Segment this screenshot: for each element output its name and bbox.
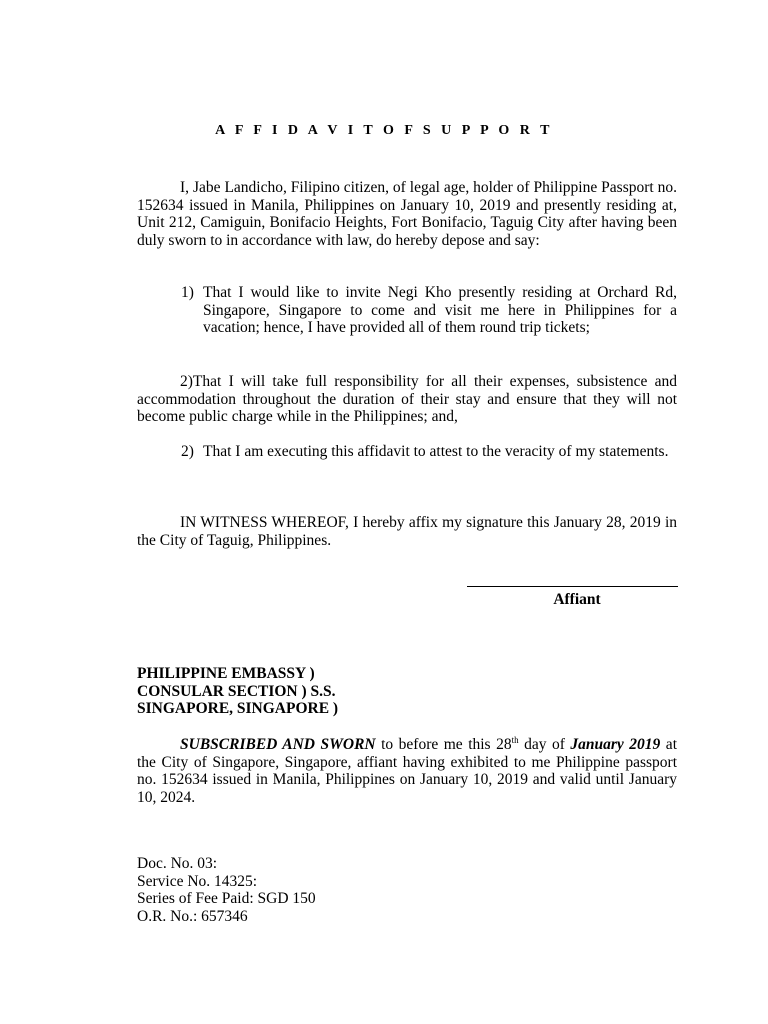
signature-line xyxy=(467,586,678,587)
jurat-text: at the City of Singapore, Singapore, affiant having exhibited to me Philippine passport no. 152634 issued in Manila, Philippines on January 10, 2019 and valid until January 10, 2024. xyxy=(137,736,677,806)
service-number: Service No. 14325: xyxy=(137,872,258,890)
doc-number: Doc. No. 03: xyxy=(137,855,218,872)
venue-line: SINGAPORE, SINGAPORE ) xyxy=(137,700,339,717)
jurat-text: to before me this 28 xyxy=(375,736,512,753)
venue-line: PHILIPPINE EMBASSY ) xyxy=(137,665,315,682)
jurat-date: January 2019 xyxy=(570,736,661,753)
affiant-label: Affiant xyxy=(553,591,601,608)
venue-block xyxy=(137,665,338,718)
witness-paragraph: IN WITNESS WHEREOF, I hereby affix my signature this January 28, 2019 in the City of Taguig, Philippines. xyxy=(137,514,677,549)
jurat-paragraph xyxy=(137,736,677,806)
jurat-lead: SUBSCRIBED AND SWORN xyxy=(180,736,376,753)
doc-details xyxy=(137,855,316,925)
intro-paragraph: I, Jabe Landicho, Filipino citizen, of legal age, holder of Philippine Passport no. 152634 issued in Manila, Philippines on January 10, 2019 and presently residing at, Unit 212, Camiguin, Bonifacio Heights, Fort Bonifacio, Taguig City after having been duly sworn to in accordance with law, do hereby depose and say: xyxy=(137,179,677,249)
document-title: A F F I D A V I T O F S U P P O R T xyxy=(215,123,553,138)
list-item-text: That I am executing this affidavit to attest to the veracity of my statements. xyxy=(203,443,669,460)
jurat-text: day of xyxy=(518,736,571,753)
list-item xyxy=(181,284,677,337)
list-item-number: 1) xyxy=(181,284,194,301)
list-item-number: 2) xyxy=(181,443,194,460)
list-item-text: That I will take full responsibility for all their expenses, subsistence and accommodation throughout the duration of their stay and ensure that they will not become public charge while in the Philippines; and, xyxy=(137,373,677,425)
list-item xyxy=(181,443,677,461)
venue-line: CONSULAR SECTION ) S.S. xyxy=(137,682,336,700)
or-number: O.R. No.: 657346 xyxy=(137,907,248,925)
fee-series: Series of Fee Paid: SGD 150 xyxy=(137,890,316,907)
jurat-sup: th xyxy=(511,734,519,745)
list-item-number: 2) xyxy=(180,373,193,390)
list-item-text: That I would like to invite Negi Kho presently residing at Orchard Rd, Singapore, Singapore to come and visit me here in Philippines for a vacation; hence, I have provided all of them round trip tickets; xyxy=(203,284,677,336)
list-item xyxy=(137,373,677,426)
